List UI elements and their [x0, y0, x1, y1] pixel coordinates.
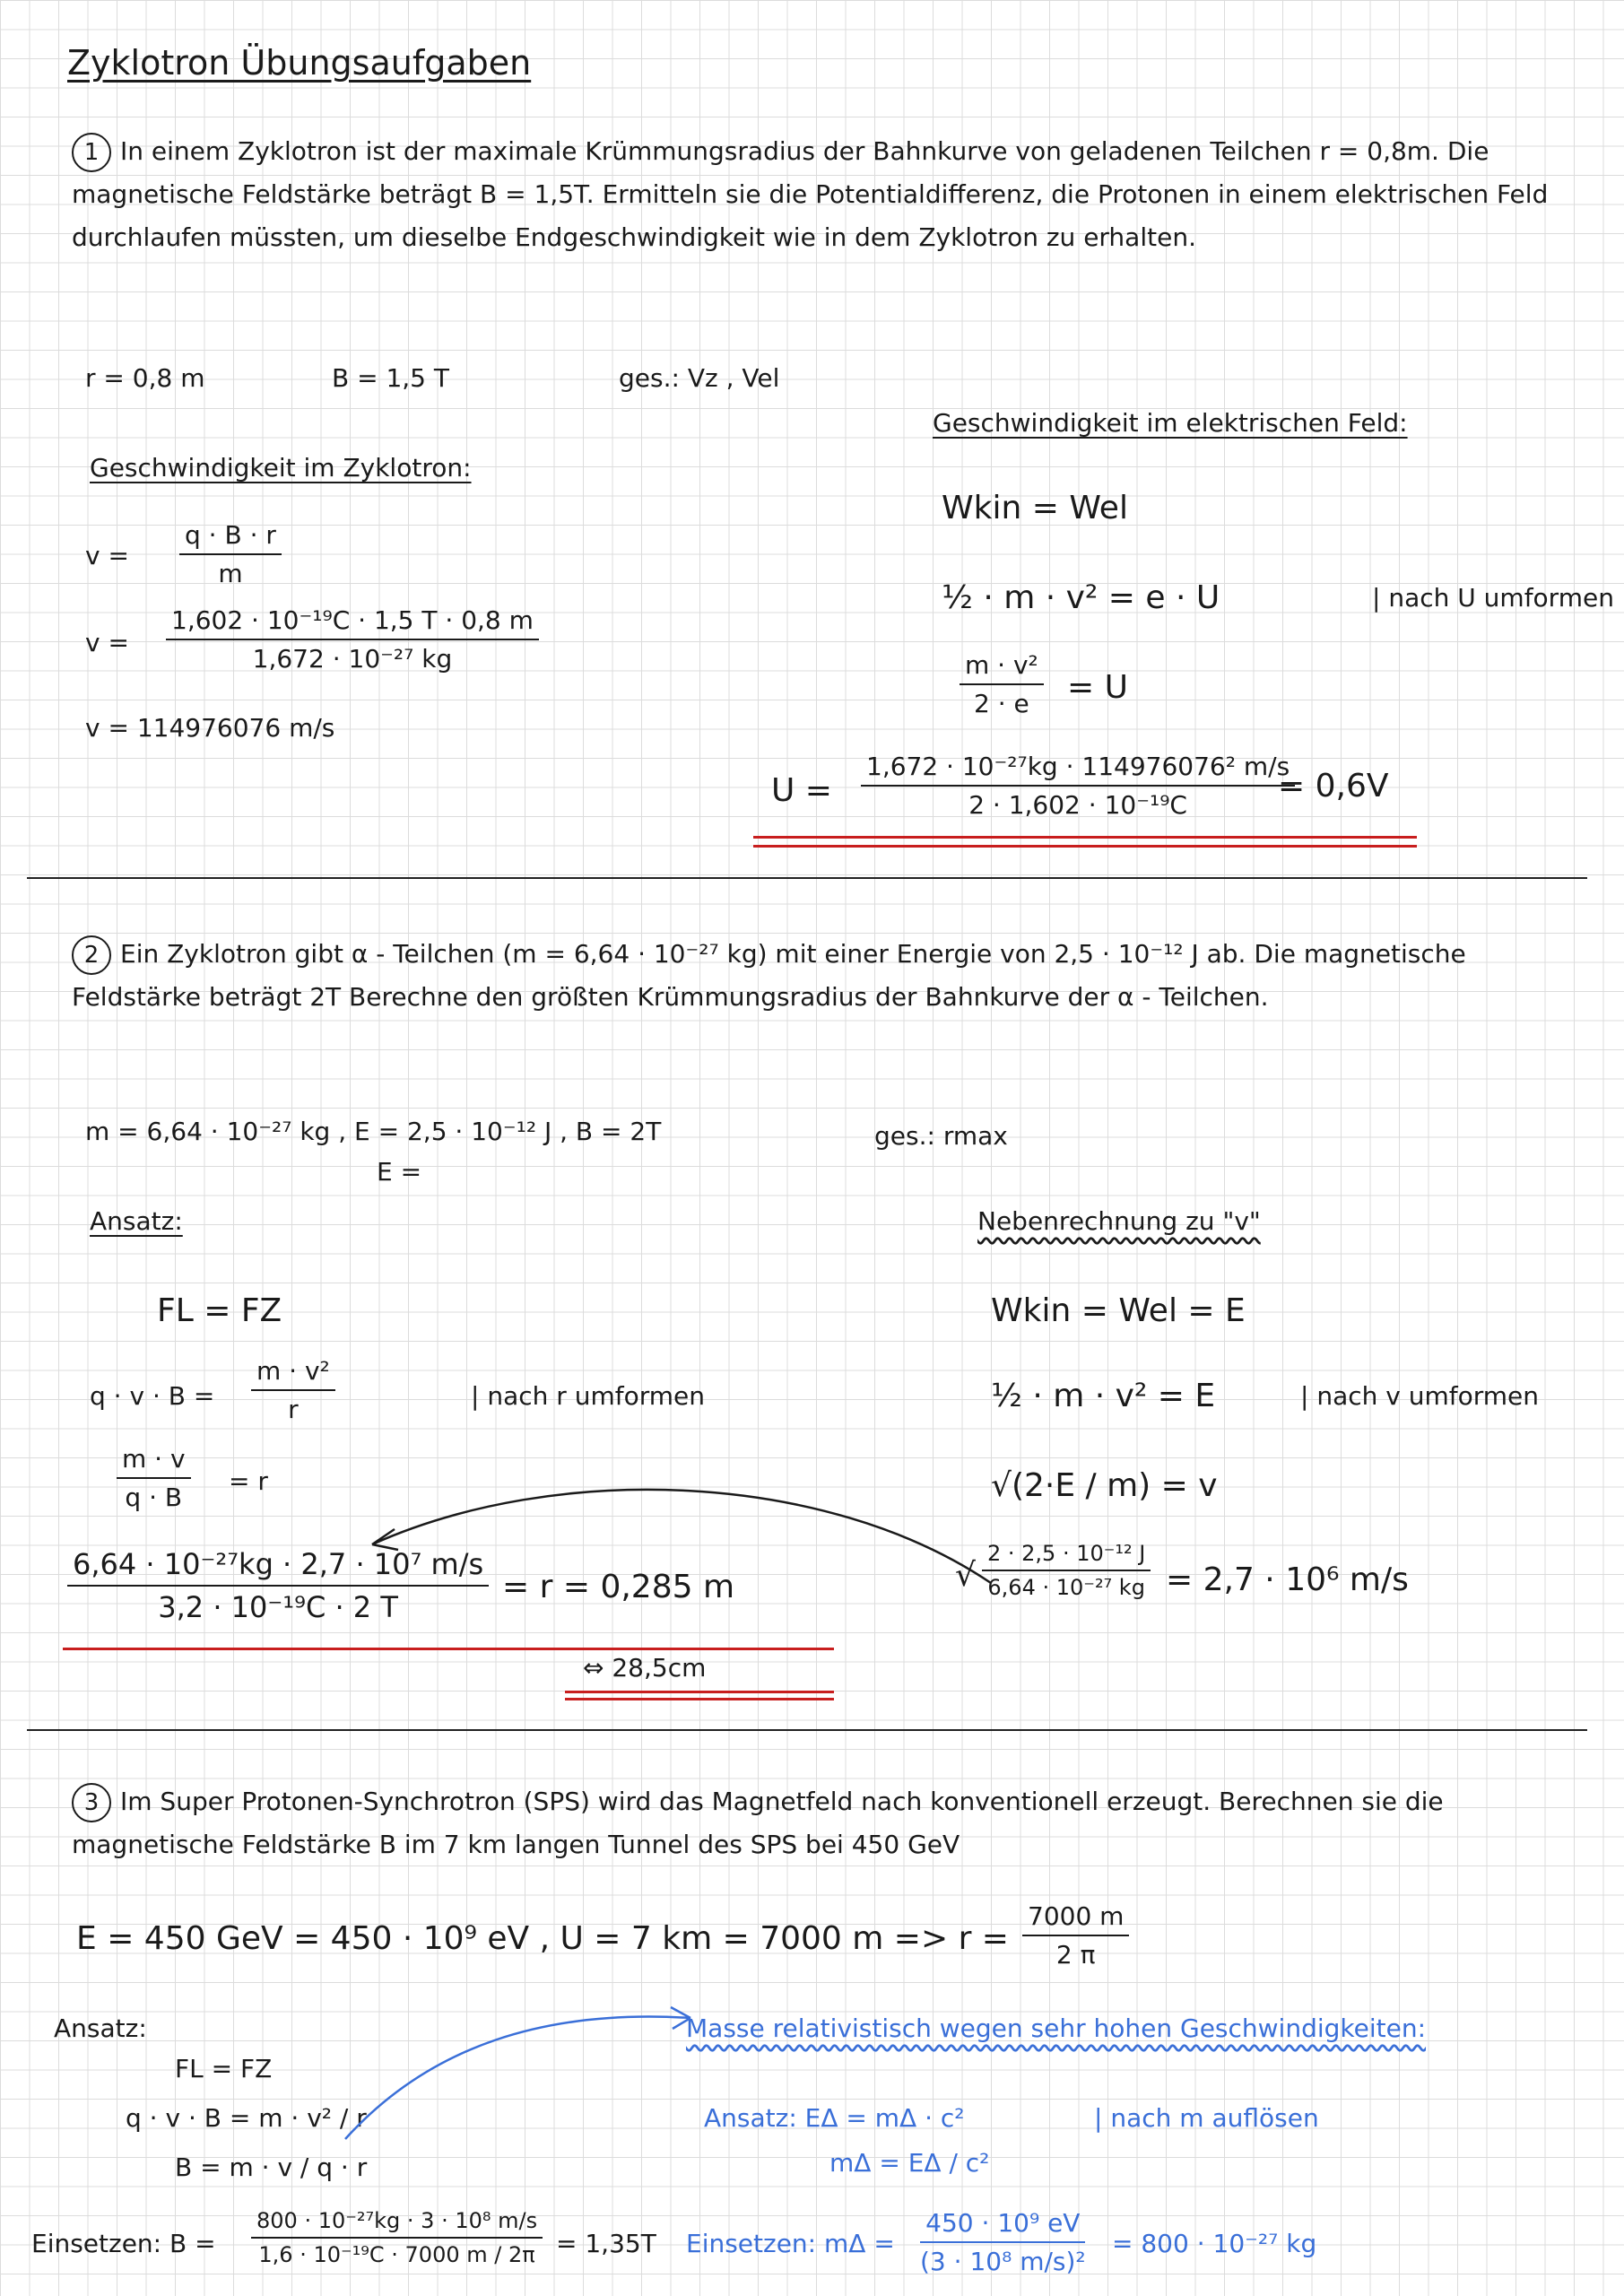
- task3-number: 3: [72, 1783, 111, 1822]
- task1-left-heading: Geschwindigkeit im Zyklotron:: [90, 453, 472, 483]
- task2-side-heading: Nebenrechnung zu "v": [977, 1206, 1261, 1236]
- task2-eq-r-den: q · B: [125, 1483, 183, 1512]
- task3-eq-f: FL = FZ: [175, 2054, 273, 2083]
- task2-ansatz: Ansatz:: [90, 1206, 183, 1236]
- task2-given-e: E =: [377, 1157, 422, 1187]
- task2-eq-cm: ⇔ 28,5cm: [583, 1653, 707, 1683]
- task2-side-eq-half: ½ · m · v² = E: [991, 1378, 1216, 1414]
- task1-final-lhs: U =: [771, 772, 832, 809]
- task1-final-num: 1,672 · 10⁻²⁷kg · 114976076² m/s: [861, 752, 1295, 787]
- task1-eq-v2-lhs: v =: [85, 628, 129, 657]
- task1-number: 1: [72, 133, 111, 172]
- task3-blue-frac: [915, 2208, 1091, 2276]
- task2-sought: ges.: rmax: [874, 1121, 1008, 1151]
- task3-given-r-num: 7000 m: [1022, 1901, 1129, 1936]
- task3-given: E = 450 GeV = 450 · 10⁹ eV , U = 7 km = 7000 m => r =: [76, 1920, 1009, 1957]
- task1-eq-v2-num: 1,602 · 10⁻¹⁹C · 1,5 T · 0,8 m: [166, 605, 539, 640]
- task3-ansatz: Ansatz:: [54, 2013, 147, 2043]
- task3-b-res: = 1,35T: [556, 2229, 656, 2258]
- task2-side-eq-w: Wkin = Wel = E: [991, 1292, 1246, 1329]
- task1-eq-u-den: 2 · e: [974, 689, 1029, 718]
- task1-text: In einem Zyklotron ist der maximale Krümmungsradius der Bahnkurve von geladenen Teilchen r = 0,8m. Die magnetische Feldstärke beträgt B = 1,5T. Ermitteln sie die Potentialdifferenz, die Protonen in einem elektrischen Feld durchlaufen müssten, um dieselbe Endgeschwindigkeit wie in dem Zyklotron zu erhalten.: [72, 136, 1549, 252]
- task2-eq-qvb-den: r: [288, 1395, 299, 1424]
- task2-eq-f: FL = FZ: [157, 1292, 282, 1329]
- task3-b-num: 800 · 10⁻²⁷kg · 3 · 10⁸ m/s: [251, 2208, 543, 2239]
- task3-einsetzen: Einsetzen: B =: [31, 2229, 216, 2258]
- task2-number: 2: [72, 935, 111, 975]
- task3-blue-heading: Masse relativistisch wegen sehr hohen Geschwindigkeiten:: [686, 2013, 1427, 2043]
- task2-eq-qvb-num: m · v²: [251, 1356, 335, 1391]
- page-title: Zyklotron Übungsaufgaben: [67, 43, 532, 83]
- task1-eq-v-num: q · B · r: [179, 520, 282, 555]
- task1-eq-half: ½ · m · v² = e · U: [942, 579, 1220, 616]
- task3-blue-den: (3 · 10⁸ m/s)²: [920, 2247, 1086, 2276]
- task3-text: Im Super Protonen-Synchrotron (SPS) wird das Magnetfeld nach konventionell erzeugt. Berechnen sie die magnetische Feldstärke B im 7 km langen Tunnel des SPS bei 450 GeV: [72, 1787, 1444, 1859]
- task2-sqrt2-num: 2 · 2,5 · 10⁻¹² J: [982, 1541, 1151, 1571]
- task1-eq-w: Wkin = Wel: [942, 490, 1128, 526]
- task3-eq-b: B = m · v / q · r: [175, 2152, 368, 2182]
- task1-eq-note: | nach U umformen: [1372, 583, 1614, 613]
- task2-eq-r-rhs: = r: [229, 1466, 268, 1496]
- task1-eq-v2-den: 1,672 · 10⁻²⁷ kg: [252, 644, 453, 674]
- task3-blue-ansatz: Ansatz: EΔ = mΔ · c²: [704, 2103, 965, 2133]
- task2-sqrt2-den: 6,64 · 10⁻²⁷ kg: [987, 1575, 1145, 1600]
- task1-eq-u-rhs: = U: [1067, 669, 1128, 706]
- task2-sqrt2-res: = 2,7 · 10⁶ m/s: [1166, 1561, 1409, 1598]
- task1-eq-v-den: m: [218, 559, 243, 588]
- task2-given: m = 6,64 · 10⁻²⁷ kg , E = 2,5 · 10⁻¹² J , B = 2T: [85, 1117, 662, 1146]
- task3-blue-einsetzen: Einsetzen: mΔ =: [686, 2229, 895, 2258]
- task2-final-num: 6,64 · 10⁻²⁷kg · 2,7 · 10⁷ m/s: [67, 1547, 489, 1587]
- task2-eq-qvb-lhs: q · v · B =: [90, 1381, 215, 1411]
- task1-final-den: 2 · 1,602 · 10⁻¹⁹C: [968, 790, 1187, 820]
- task1-final-res: = 0,6V: [1278, 768, 1389, 804]
- task2-note-r: | nach r umformen: [471, 1381, 705, 1411]
- task2-note-v: | nach v umformen: [1300, 1381, 1540, 1411]
- task3-blue-res: = 800 · 10⁻²⁷ kg: [1112, 2229, 1317, 2258]
- task1-right-heading: Geschwindigkeit im elektrischen Feld:: [933, 408, 1408, 438]
- task2-final-res: = r = 0,285 m: [502, 1569, 735, 1605]
- task3-blue-num: 450 · 10⁹ eV: [920, 2208, 1085, 2243]
- task1-given-r: r = 0,8 m: [85, 363, 205, 393]
- task3-given-r-den: 2 π: [1055, 1940, 1096, 1970]
- task1-eq-v-lhs: v =: [85, 541, 129, 570]
- task2-side-eq-sqrt: √(2·E / m) = v: [991, 1467, 1218, 1504]
- task2-sqrt-sign: √: [955, 1557, 976, 1594]
- task3-blue-m: mΔ = EΔ / c²: [829, 2148, 990, 2178]
- task2-text: Ein Zyklotron gibt α - Teilchen (m = 6,64 · 10⁻²⁷ kg) mit einer Energie von 2,5 · 10⁻¹² J ab. Die magnetische Feldstärke beträgt 2T Berechne den größten Krümmungsradius der Bahnkurve der α - Teilchen.: [72, 939, 1466, 1012]
- task3-b-den: 1,6 · 10⁻¹⁹C · 7000 m / 2π: [258, 2242, 535, 2267]
- task3-eq-qvb: q · v · B = m · v² / r: [126, 2103, 367, 2133]
- task2-eq-r-num: m · v: [117, 1444, 191, 1479]
- task2-final-den: 3,2 · 10⁻¹⁹C · 2 T: [158, 1590, 398, 1624]
- task3-blue-note: | nach m auflösen: [1094, 2103, 1319, 2133]
- task1-eq-v3: v = 114976076 m/s: [85, 713, 335, 743]
- task1-eq-u-num: m · v²: [960, 650, 1044, 685]
- task1-given-b: B = 1,5 T: [332, 363, 450, 393]
- task1-sought: ges.: Vz , Vel: [619, 363, 780, 393]
